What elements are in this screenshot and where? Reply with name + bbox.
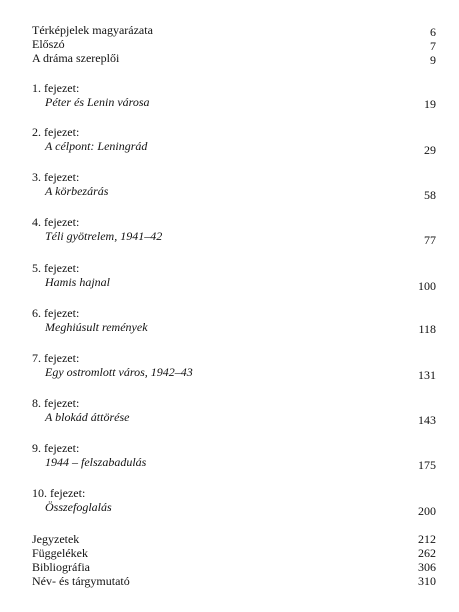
- chapter-title: Péter és Lenin városa: [45, 95, 150, 109]
- toc-entry-title: Jegyzetek: [32, 532, 80, 546]
- toc-entry-title: A dráma szereplői: [32, 51, 120, 65]
- chapter-page: 118: [418, 322, 436, 336]
- chapter-title: Egy ostromlott város, 1942–43: [45, 365, 193, 379]
- chapter-label: 8. fejezet:: [32, 396, 80, 410]
- toc-entry-page: 6: [430, 25, 436, 39]
- chapter-label: 3. fejezet:: [32, 170, 80, 184]
- toc-entry-page: 212: [418, 532, 436, 546]
- chapter-label: 1. fejezet:: [32, 81, 80, 95]
- toc-entry-title: Függelékek: [32, 546, 88, 560]
- chapter-page: 100: [418, 279, 436, 293]
- chapter-page: 58: [424, 188, 436, 202]
- chapter-title: Összefoglalás: [45, 500, 112, 514]
- toc-entry-page: 262: [418, 546, 436, 560]
- chapter-page: 77: [424, 233, 436, 247]
- chapter-label: 2. fejezet:: [32, 125, 80, 139]
- chapter-title: Hamis hajnal: [45, 275, 111, 289]
- toc-entry-title: Előszó: [32, 37, 65, 51]
- chapter-label: 5. fejezet:: [32, 261, 80, 275]
- toc-entry-page: 7: [430, 39, 436, 53]
- toc-entry-title: Térképjelek magyarázata: [32, 23, 153, 37]
- toc-entry-title: Név- és tárgymutató: [32, 574, 130, 588]
- toc-entry-title: Bibliográfia: [32, 560, 90, 574]
- chapter-page: 131: [418, 368, 436, 382]
- chapter-title: A blokád áttörése: [45, 410, 130, 424]
- chapter-label: 6. fejezet:: [32, 306, 80, 320]
- chapter-page: 29: [424, 143, 436, 157]
- chapter-title: Téli gyötrelem, 1941–42: [45, 229, 163, 243]
- chapter-title: Meghiúsult remények: [45, 320, 148, 334]
- chapter-label: 9. fejezet:: [32, 441, 80, 455]
- chapter-title: A körbezárás: [45, 184, 109, 198]
- chapter-page: 175: [418, 458, 436, 472]
- chapter-label: 10. fejezet:: [32, 486, 86, 500]
- chapter-title: 1944 – felszabadulás: [45, 455, 147, 469]
- chapter-label: 7. fejezet:: [32, 351, 80, 365]
- toc-entry-page: 306: [418, 560, 436, 574]
- chapter-page: 19: [424, 97, 436, 111]
- chapter-label: 4. fejezet:: [32, 215, 80, 229]
- toc-entry-page: 310: [418, 574, 436, 588]
- toc-entry-page: 9: [430, 53, 436, 67]
- chapter-page: 143: [418, 413, 436, 427]
- chapter-title: A célpont: Leningrád: [45, 139, 148, 153]
- chapter-page: 200: [418, 504, 436, 518]
